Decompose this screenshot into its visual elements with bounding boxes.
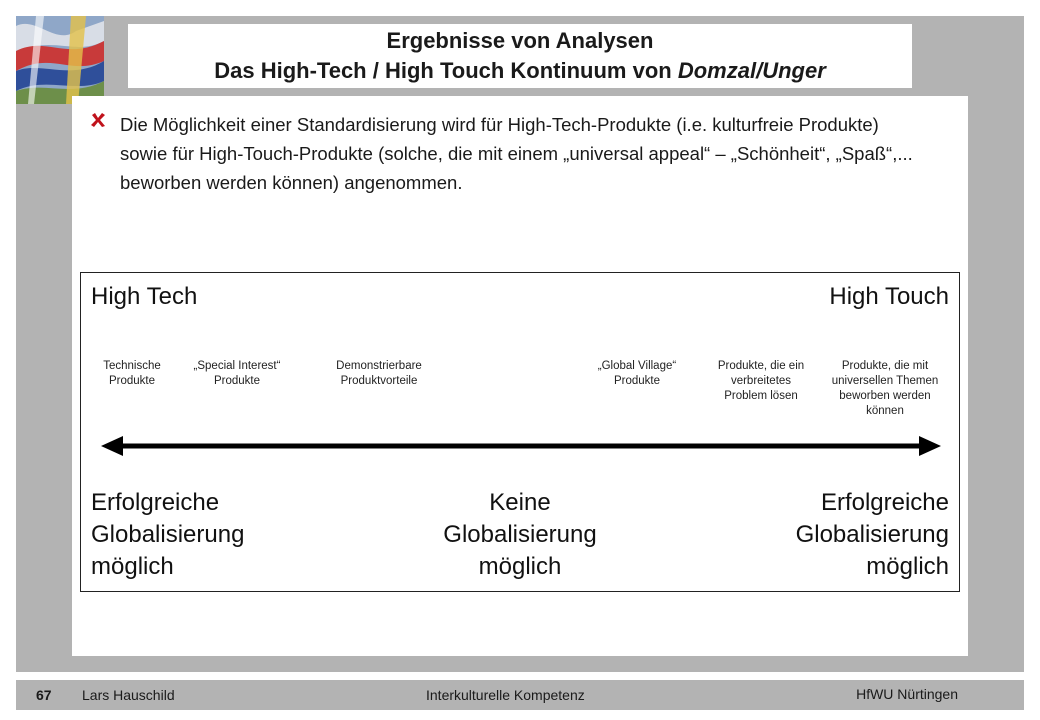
outcome-line: Erfolgreiche: [91, 489, 220, 516]
category-line: Produkte, die ein: [717, 360, 805, 372]
category-line: universellen Themen: [831, 375, 939, 387]
category-line: „Global Village“: [597, 360, 677, 372]
category-universelle-themen: [819, 359, 951, 419]
footer-author: Lars Hauschild: [82, 687, 175, 703]
outcome-line: möglich: [91, 553, 174, 580]
category-line: Produktvorteile: [340, 375, 418, 387]
red-x-icon: [90, 112, 106, 128]
outcome-line: Erfolgreiche: [820, 489, 949, 516]
outcome-right: [796, 487, 949, 583]
category-demonstrierbare: [319, 359, 439, 389]
title-line-2: [128, 56, 912, 86]
category-line: Demonstrierbare: [336, 360, 422, 372]
high-tech-heading: High Tech: [91, 283, 198, 310]
outcome-line: möglich: [478, 553, 562, 580]
outcome-line: Globalisierung: [795, 521, 949, 548]
category-line: „Special Interest“: [193, 360, 281, 372]
outcome-line: Globalisierung: [91, 521, 245, 548]
bullet-text: Die Möglichkeit einer Standardisierung wird für High-Tech-Produkte (i.e. kulturfreie Produkte) sowie für High-Touch-Produkte (solche, die mit einem „universal appeal“ – „Schönheit“, „Spaß“,... beworben werden können) angenommen.: [120, 114, 913, 193]
category-line: verbreitetes: [730, 375, 792, 387]
category-line: Produkte: [613, 375, 661, 387]
category-line: Technische: [103, 360, 161, 372]
footer-bar: [16, 680, 1024, 710]
continuum-diagram: [80, 272, 960, 592]
outcome-line: Globalisierung: [443, 521, 597, 548]
flags-image: [16, 16, 104, 104]
category-line: Produkte: [108, 375, 156, 387]
title-authors: Domzal/Unger: [677, 58, 826, 83]
category-line: können: [866, 405, 904, 417]
category-special-interest: [177, 359, 297, 389]
title-line-1: Ergebnisse von Analysen: [386, 28, 654, 53]
outcome-line: möglich: [866, 553, 949, 580]
outcome-middle: [420, 487, 620, 583]
content-area: [72, 96, 968, 656]
slide-number: 67: [36, 687, 52, 703]
category-line: beworben werden: [839, 390, 931, 402]
category-line: Problem lösen: [724, 390, 798, 402]
category-global-village: [577, 359, 697, 389]
slide-title: [128, 24, 912, 88]
title-line-2-prefix: Das High-Tech / High Touch Kontinuum von: [214, 58, 678, 83]
outcome-left: [91, 487, 244, 583]
high-touch-heading: High Touch: [829, 283, 949, 310]
category-problem-loesen: [697, 359, 825, 404]
footer-institution: HfWU Nürtingen: [856, 686, 958, 702]
category-line: Produkte: [213, 375, 261, 387]
double-arrow-icon: [101, 433, 941, 459]
category-technische-produkte: [87, 359, 177, 389]
category-line: Produkte, die mit: [841, 360, 929, 372]
outcome-line: Keine: [489, 489, 551, 516]
footer-course: Interkulturelle Kompetenz: [426, 687, 585, 703]
